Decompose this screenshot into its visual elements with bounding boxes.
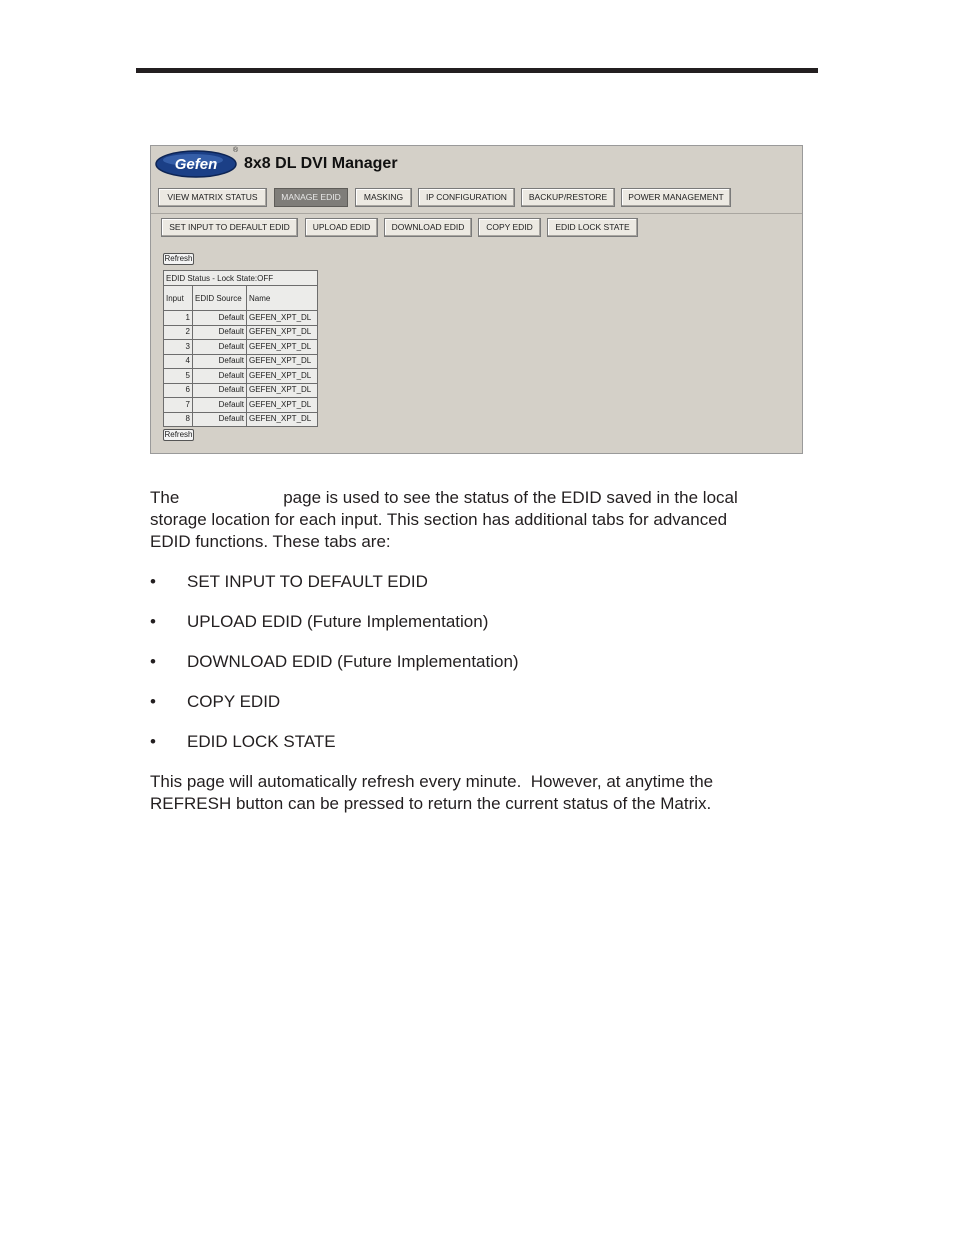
bullet-icon: •	[150, 732, 156, 751]
cell-input: 4	[164, 354, 193, 369]
subtab-set-input-default-edid[interactable]: SET INPUT TO DEFAULT EDID	[161, 218, 298, 237]
outro-line-1: This page will automatically refresh every minute. However, at anytime the	[150, 772, 714, 791]
app-title: 8x8 DL DVI Manager	[244, 155, 398, 172]
bullet-item: DOWNLOAD EDID (Future Implementation)	[187, 652, 519, 671]
subtab-upload-edid[interactable]: UPLOAD EDID	[305, 218, 378, 237]
cell-input: 3	[164, 340, 193, 355]
refresh-button-bottom[interactable]: Refresh	[164, 430, 193, 439]
cell-input: 7	[164, 398, 193, 413]
cell-name: GEFEN_XPT_DL	[247, 412, 318, 427]
cell-source: Default	[193, 369, 247, 384]
cell-name: GEFEN_XPT_DL	[247, 325, 318, 340]
bullet-icon: •	[150, 692, 156, 711]
tab-masking[interactable]: MASKING	[355, 188, 412, 207]
cell-source: Default	[193, 311, 247, 326]
subtab-copy-edid[interactable]: COPY EDID	[478, 218, 541, 237]
subtab-edid-lock-state[interactable]: EDID LOCK STATE	[547, 218, 638, 237]
subtab-download-edid[interactable]: DOWNLOAD EDID	[384, 218, 472, 237]
cell-name: GEFEN_XPT_DL	[247, 398, 318, 413]
tab-view-matrix-status[interactable]: VIEW MATRIX STATUS	[158, 188, 267, 207]
table-row	[164, 325, 318, 340]
bullet-item: COPY EDID	[187, 692, 281, 711]
manager-screenshot	[150, 145, 803, 454]
tab-ip-configuration[interactable]: IP CONFIGURATION	[418, 188, 515, 207]
cell-input: 8	[164, 412, 193, 427]
cell-input: 1	[164, 311, 193, 326]
cell-source: Default	[193, 383, 247, 398]
header-name: Name	[247, 286, 318, 311]
cell-name: GEFEN_XPT_DL	[247, 311, 318, 326]
bullet-item: SET INPUT TO DEFAULT EDID	[187, 572, 428, 591]
brand-text: Gefen	[174, 156, 218, 173]
intro-line-1: The page is used to see the status of the EDID saved in the local	[150, 488, 738, 507]
cell-name: GEFEN_XPT_DL	[247, 369, 318, 384]
bullet-icon: •	[150, 652, 156, 671]
cell-source: Default	[193, 340, 247, 355]
top-rule	[136, 68, 818, 73]
cell-input: 5	[164, 369, 193, 384]
table-row	[164, 340, 318, 355]
table-row	[164, 398, 318, 413]
table-row	[164, 311, 318, 326]
tab-divider	[151, 213, 802, 214]
table-row	[164, 354, 318, 369]
table-caption: EDID Status - Lock State:OFF	[164, 271, 318, 286]
registered-mark: ®	[233, 147, 239, 154]
cell-name: GEFEN_XPT_DL	[247, 383, 318, 398]
outro-line-2: REFRESH button can be pressed to return the current status of the Matrix.	[150, 794, 712, 813]
gefen-logo	[155, 149, 238, 179]
bullet-item: EDID LOCK STATE	[187, 732, 336, 751]
cell-name: GEFEN_XPT_DL	[247, 340, 318, 355]
intro-line-3: EDID functions. These tabs are:	[150, 532, 391, 551]
tab-manage-edid[interactable]: MANAGE EDID	[274, 188, 348, 207]
edid-status-table	[163, 270, 318, 427]
cell-source: Default	[193, 398, 247, 413]
table-row	[164, 383, 318, 398]
table-row	[164, 412, 318, 427]
bullet-icon: •	[150, 572, 156, 591]
intro-line-2: storage location for each input. This section has additional tabs for advanced	[150, 510, 728, 529]
header-edid-source: EDID Source	[193, 286, 247, 311]
header-input: Input	[164, 286, 193, 311]
cell-name: GEFEN_XPT_DL	[247, 354, 318, 369]
bullet-icon: •	[150, 612, 156, 631]
tab-power-management[interactable]: POWER MANAGEMENT	[621, 188, 731, 207]
refresh-button-top[interactable]: Refresh	[164, 254, 193, 263]
cell-source: Default	[193, 412, 247, 427]
cell-source: Default	[193, 325, 247, 340]
tab-backup-restore[interactable]: BACKUP/RESTORE	[521, 188, 615, 207]
bullet-item: UPLOAD EDID (Future Implementation)	[187, 612, 489, 631]
cell-source: Default	[193, 354, 247, 369]
cell-input: 6	[164, 383, 193, 398]
cell-input: 2	[164, 325, 193, 340]
table-row	[164, 369, 318, 384]
